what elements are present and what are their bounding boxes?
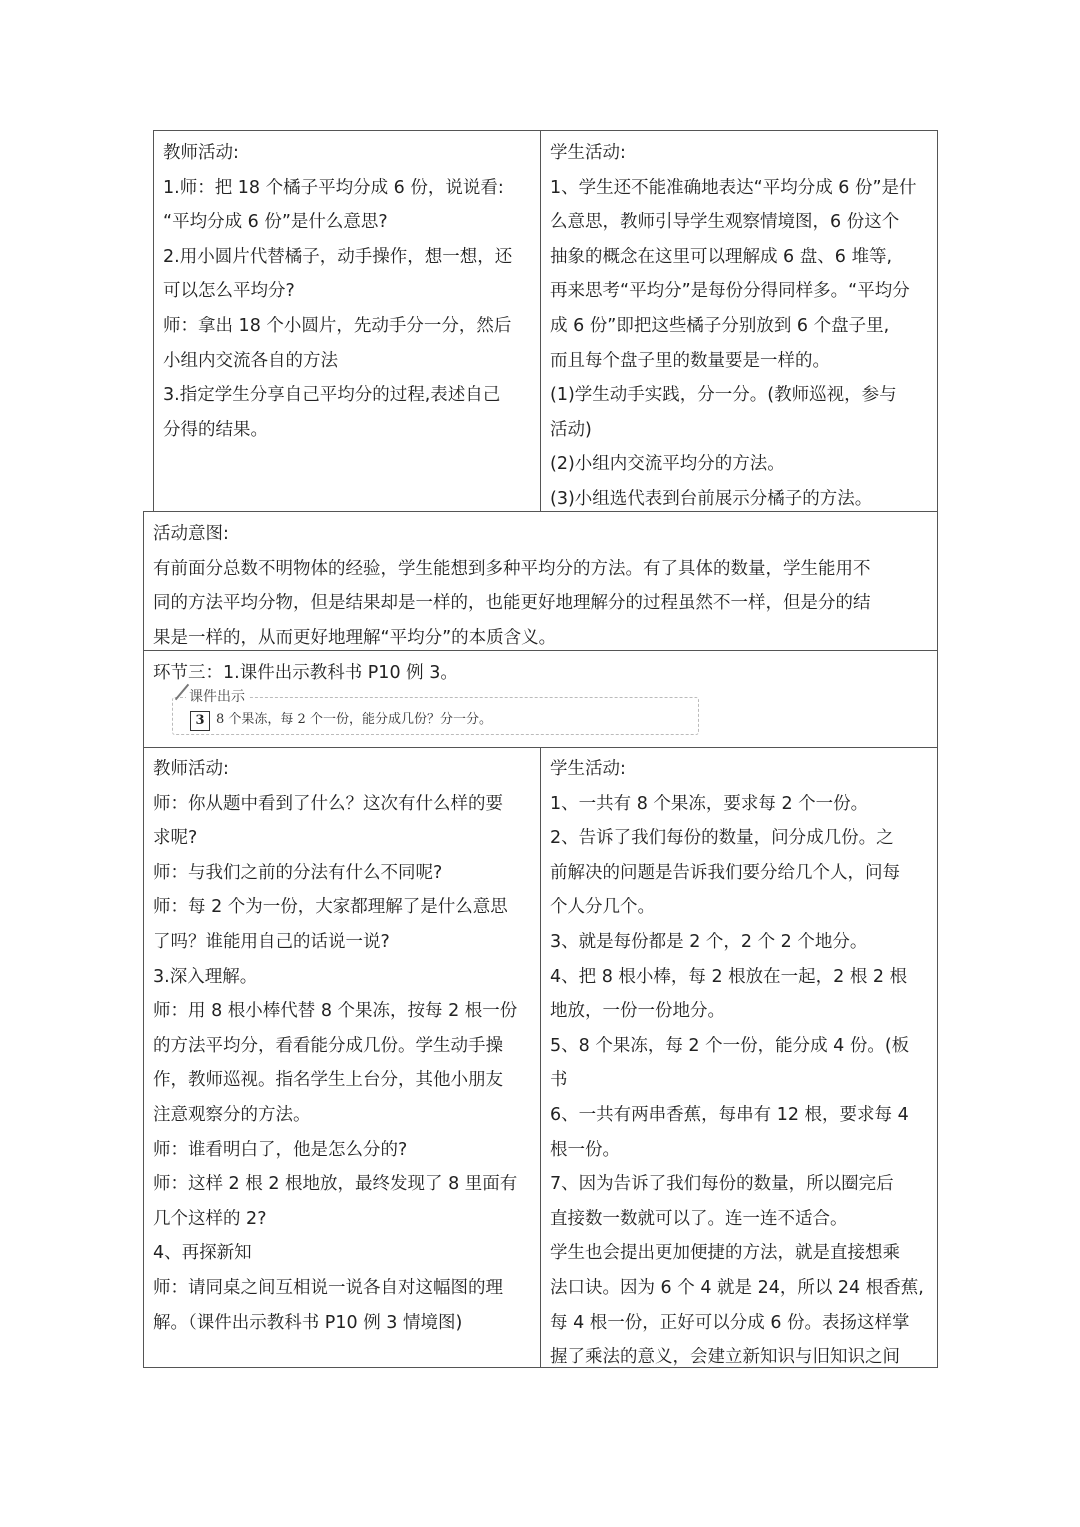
teacher-line: 可以怎么平均分? — [163, 281, 295, 302]
teacher-line: 1.师：把 18 个橘子平均分成 6 份，说说看: — [163, 177, 504, 198]
student-line: 书 — [550, 1070, 568, 1091]
teacher-line: 师：请同桌之间互相说一说各自对这幅图的理 — [153, 1277, 503, 1298]
student-line: 法口诀。因为 6 个 4 就是 24，所以 24 根香蕉, — [550, 1277, 924, 1298]
student-line: 直接数一数就可以了。连一连不适合。 — [550, 1208, 848, 1229]
section1-divider — [540, 130, 541, 512]
teacher-line: 师：谁看明白了，他是怎么分的? — [153, 1139, 408, 1160]
intent-line: 同的方法平均分物，但是结果却是一样的，也能更好地理解分的过程虽然不一样，但是分的结 — [153, 593, 871, 614]
teacher-line: 师：拿出 18 个小圆片，先动手分一分，然后 — [163, 315, 512, 336]
student-line: (3)小组选代表到台前展示分橘子的方法。 — [550, 488, 873, 509]
student-line: 么意思，教师引导学生观察情境图，6 份这个 — [550, 212, 900, 233]
student-line: 成 6 份”即把这些橘子分别放到 6 个盘子里, — [550, 315, 890, 336]
section2-divider — [540, 747, 541, 1368]
student-line: 学生也会提出更加便捷的方法，就是直接想乘 — [550, 1243, 900, 1264]
student-line: 而且每个盘子里的数量要是一样的。 — [550, 350, 830, 371]
intent-line: 果是一样的，从而更好地理解“平均分”的本质含义。 — [153, 627, 557, 648]
section1-student-cell — [550, 136, 935, 517]
student-line: 7、因为告诉了我们每份的数量，所以圈完后 — [550, 1174, 894, 1195]
example-number-badge: 3 — [190, 711, 210, 731]
teacher-line: 师：你从题中看到了什么？这次有什么样的要 — [153, 793, 503, 814]
student-line: 4、把 8 根小棒，每 2 根放在一起，2 根 2 根 — [550, 966, 908, 987]
teacher-line: 几个这样的 2? — [153, 1208, 267, 1229]
student-line: (2)小组内交流平均分的方法。 — [550, 454, 785, 475]
intent-line: 有前面分总数不明物体的经验，学生能想到多种平均分的方法。有了具体的数量，学生能用不 — [153, 558, 871, 579]
section2-student-cell — [550, 752, 935, 1375]
teacher-line: 分得的结果。 — [163, 419, 268, 440]
teacher-activity-heading: 教师活动: — [163, 143, 239, 163]
teacher-line: “平均分成 6 份”是什么意思? — [163, 212, 388, 233]
student-line: 1、学生还不能准确地表达“平均分成 6 份”是什 — [550, 177, 917, 198]
intent-cell — [153, 517, 933, 655]
student-line: 每 4 根一份，正好可以分成 6 份。表扬这样掌 — [550, 1312, 910, 1333]
student-line: 1、一共有 8 个果冻，要求每 2 个一份。 — [550, 793, 869, 814]
teacher-line: 3.深入理解。 — [153, 966, 258, 987]
teacher-line: 解。（课件出示教科书 P10 例 3 情境图) — [153, 1312, 463, 1333]
student-line: 个人分几个。 — [550, 897, 655, 918]
teacher-line: 师：这样 2 根 2 根地放，最终发现了 8 里面有 — [153, 1174, 518, 1195]
student-line: 地放，一份一份地分。 — [550, 1001, 725, 1022]
example-problem-text: 8 个果冻，每 2 个一份，能分成几份？分一分。 — [216, 712, 492, 727]
teacher-line: 求呢? — [153, 828, 198, 849]
student-line: 前解决的问题是告诉我们要分给几个人，问每 — [550, 862, 900, 883]
teacher-line: 的方法平均分，看看能分成几份。学生动手操 — [153, 1035, 503, 1056]
student-activity-heading: 学生活动: — [550, 143, 626, 163]
teacher-line: 师：用 8 根小棒代替 8 个果冻，按每 2 根一份 — [153, 1001, 518, 1022]
teacher-activity-heading: 教师活动: — [153, 759, 229, 779]
student-line: 再来思考“平均分”是每份分得同样多。“平均分 — [550, 281, 910, 302]
section1-teacher-cell — [163, 136, 535, 447]
courseware-label: 课件出示 — [186, 689, 248, 705]
student-line: 抽象的概念在这里可以理解成 6 盘、6 堆等, — [550, 246, 893, 267]
student-line: 根一份。 — [550, 1139, 620, 1160]
teacher-line: 作，教师巡视。指名学生上台分，其他小朋友 — [153, 1070, 503, 1091]
student-line: 5、8 个果冻，每 2 个一份，能分成 4 份。(板 — [550, 1035, 910, 1056]
intent-heading: 活动意图: — [153, 524, 229, 544]
student-activity-heading: 学生活动: — [550, 759, 626, 779]
section2-teacher-cell — [153, 752, 535, 1340]
teacher-line: 了吗？谁能用自己的话说一说? — [153, 931, 390, 952]
teacher-line: 师：与我们之前的分法有什么不同呢? — [153, 862, 443, 883]
teacher-line: 2.用小圆片代替橘子，动手操作，想一想，还 — [163, 246, 513, 267]
student-line: (1)学生动手实践，分一分。(教师巡视，参与 — [550, 385, 897, 406]
student-line: 握了乘法的意义，会建立新知识与旧知识之间 — [550, 1347, 900, 1368]
student-line: 3、就是每份都是 2 个，2 个 2 个地分。 — [550, 931, 868, 952]
student-line: 活动) — [550, 419, 592, 440]
student-line: 6、一共有两串香蕉，每串有 12 根，要求每 4 — [550, 1104, 909, 1125]
student-line: 2、告诉了我们每份的数量，问分成几份。之 — [550, 828, 894, 849]
teacher-line: 4、再探新知 — [153, 1243, 252, 1264]
teacher-line: 3.指定学生分享自己平均分的过程,表述自己 — [163, 385, 501, 406]
teacher-line: 师：每 2 个为一份，大家都理解了是什么意思 — [153, 897, 508, 918]
teacher-line: 注意观察分的方法。 — [153, 1104, 311, 1125]
step3-title: 环节三：1.课件出示教科书 P10 例 3。 — [153, 663, 458, 683]
teacher-line: 小组内交流各自的方法 — [163, 350, 338, 371]
